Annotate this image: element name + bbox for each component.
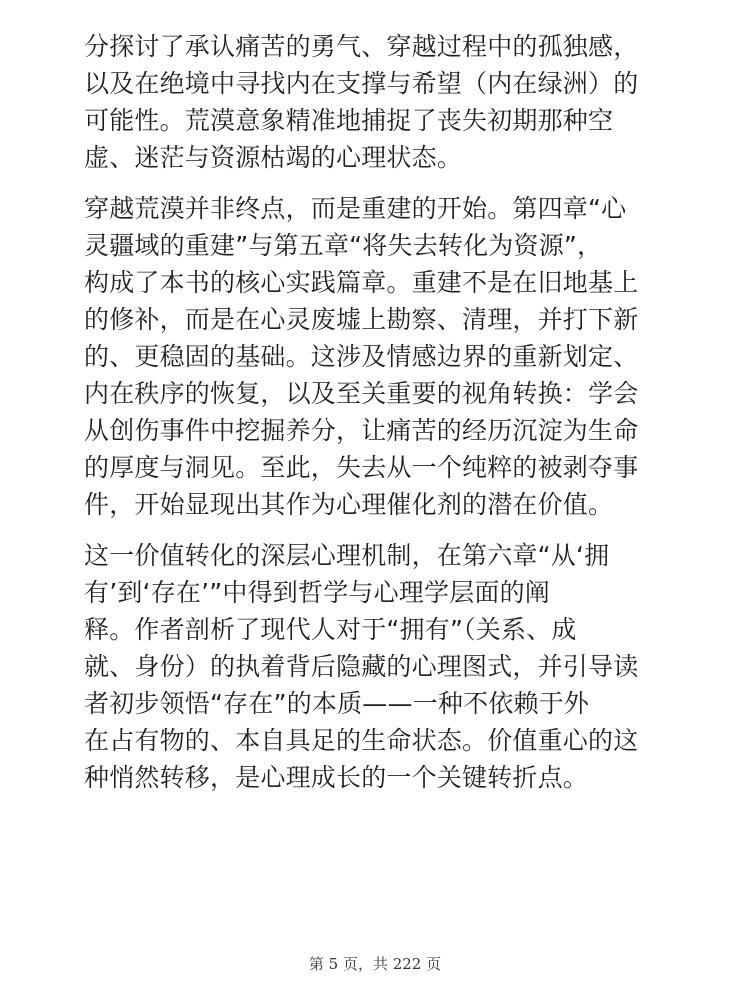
text-line: 的、更稳固的基础。这涉及情感边界的重新划定、 xyxy=(84,342,639,371)
text-line: 灵疆域的重建”与第五章“将失去转化为资源”， xyxy=(84,231,603,260)
text-line: 穿越荒漠并非终点，而是重建的开始。第四章“心 xyxy=(84,194,627,223)
text-line: 件，开始显现出其作为心理催化剂的潜在价值。 xyxy=(84,490,614,519)
paragraph-1 xyxy=(84,28,674,176)
text-line: 分探讨了承认痛苦的勇气、穿越过程中的孤独感， xyxy=(84,32,639,61)
text-line: 种悄然转移，是心理成长的一个关键转折点。 xyxy=(84,763,589,792)
text-line: 虚、迷茫与资源枯竭的心理状态。 xyxy=(84,143,463,172)
page-number: 第 5 页，共 222 页 xyxy=(308,955,442,973)
text-line: 的厚度与洞见。至此，失去从一个纯粹的被剥夺事 xyxy=(84,453,639,482)
text-line: 构成了本书的核心实践篇章。重建不是在旧地基上 xyxy=(84,268,639,297)
text-line: 的修补，而是在心灵废墟上勘察、清理，并打下新 xyxy=(84,305,639,334)
text-line: 可能性。荒漠意象精准地捕捉了丧失初期那种空 xyxy=(84,106,614,135)
paragraph-2 xyxy=(84,190,674,523)
text-line: 释。作者剖析了现代人对于“拥有”（关系、成 xyxy=(84,615,577,644)
text-line: 者初步领悟“存在”的本质——一种不依赖于外 xyxy=(84,689,590,718)
text-line: 以及在绝境中寻找内在支撑与希望（内在绿洲）的 xyxy=(84,69,639,98)
text-line: 内在秩序的恢复，以及至关重要的视角转换：学会 xyxy=(84,379,639,408)
text-line: 有’到‘存在’”中得到哲学与心理学层面的阐 xyxy=(84,578,550,607)
text-line: 在占有物的、本自具足的生命状态。价值重心的这 xyxy=(84,726,639,755)
body-text xyxy=(84,28,674,810)
paragraph-3 xyxy=(84,537,674,796)
text-line: 这一价值转化的深层心理机制，在第六章“从‘拥 xyxy=(84,541,610,570)
text-line: 从创伤事件中挖掘养分，让痛苦的经历沉淀为生命 xyxy=(84,416,639,445)
text-line: 就、身份）的执着背后隐藏的心理图式，并引导读 xyxy=(84,652,639,681)
